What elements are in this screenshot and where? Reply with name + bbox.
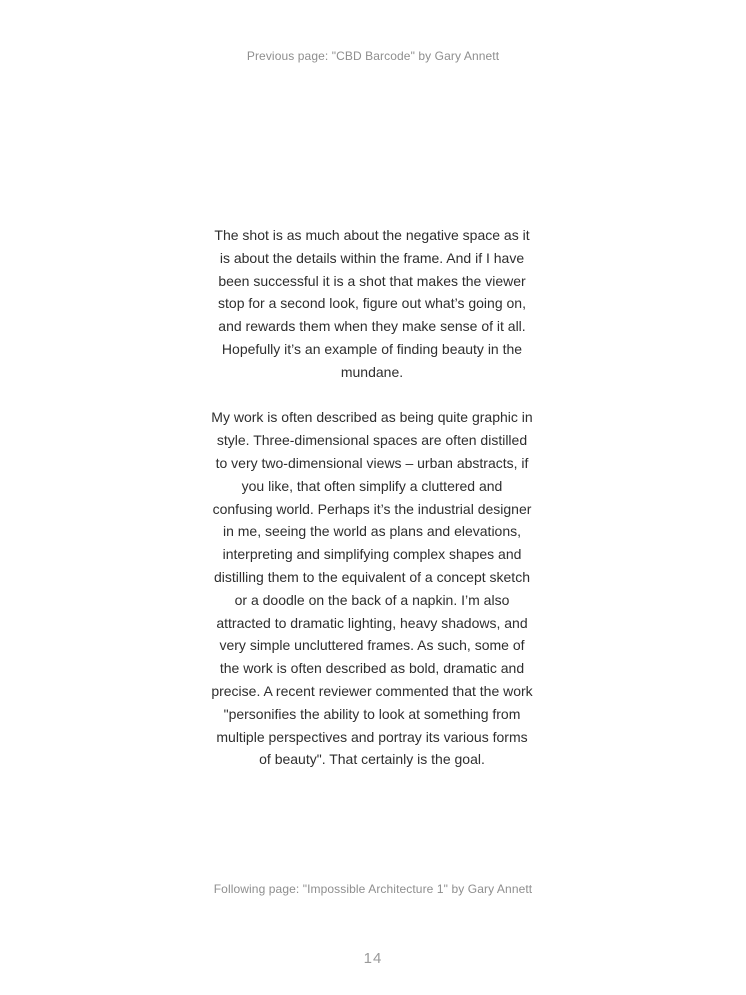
page-number: 14 — [363, 950, 383, 967]
paragraph-graphic-style: My work is often described as being quite graphic in style. Three-dimensional spaces are often distilled to very two-dimensional views – urban abstracts, if you like, that often simplify a cluttered and confusing world. Perhaps it’s the industrial designer in me, seeing the world as plans and elevations, interpreting and simplifying complex shapes and distilling them to the equivalent of a concept sketch or a doodle on the back of a napkin. I’m also attracted to dramatic lighting, heavy shadows, and very simple uncluttered frames. As such, some of the work is often described as bold, dramatic and precise. A recent reviewer commented that the work "personifies the ability to look at something from multiple perspectives and portray its various forms of beauty". That certainly is the goal. — [211, 409, 533, 768]
body-text — [211, 224, 533, 771]
paragraph-negative-space: The shot is as much about the negative space as it is about the details within the frame. And if I have been successful it is a shot that makes the viewer stop for a second look, figure out what’s going on, and rewards them when they make sense of it all. Hopefully it’s an example of finding beauty in the mundane. — [214, 227, 530, 380]
following-page-caption: Following page: "Impossible Architecture 1" by Gary Annett — [213, 882, 533, 896]
previous-page-caption: Previous page: "CBD Barcode" by Gary Annett — [246, 49, 500, 63]
